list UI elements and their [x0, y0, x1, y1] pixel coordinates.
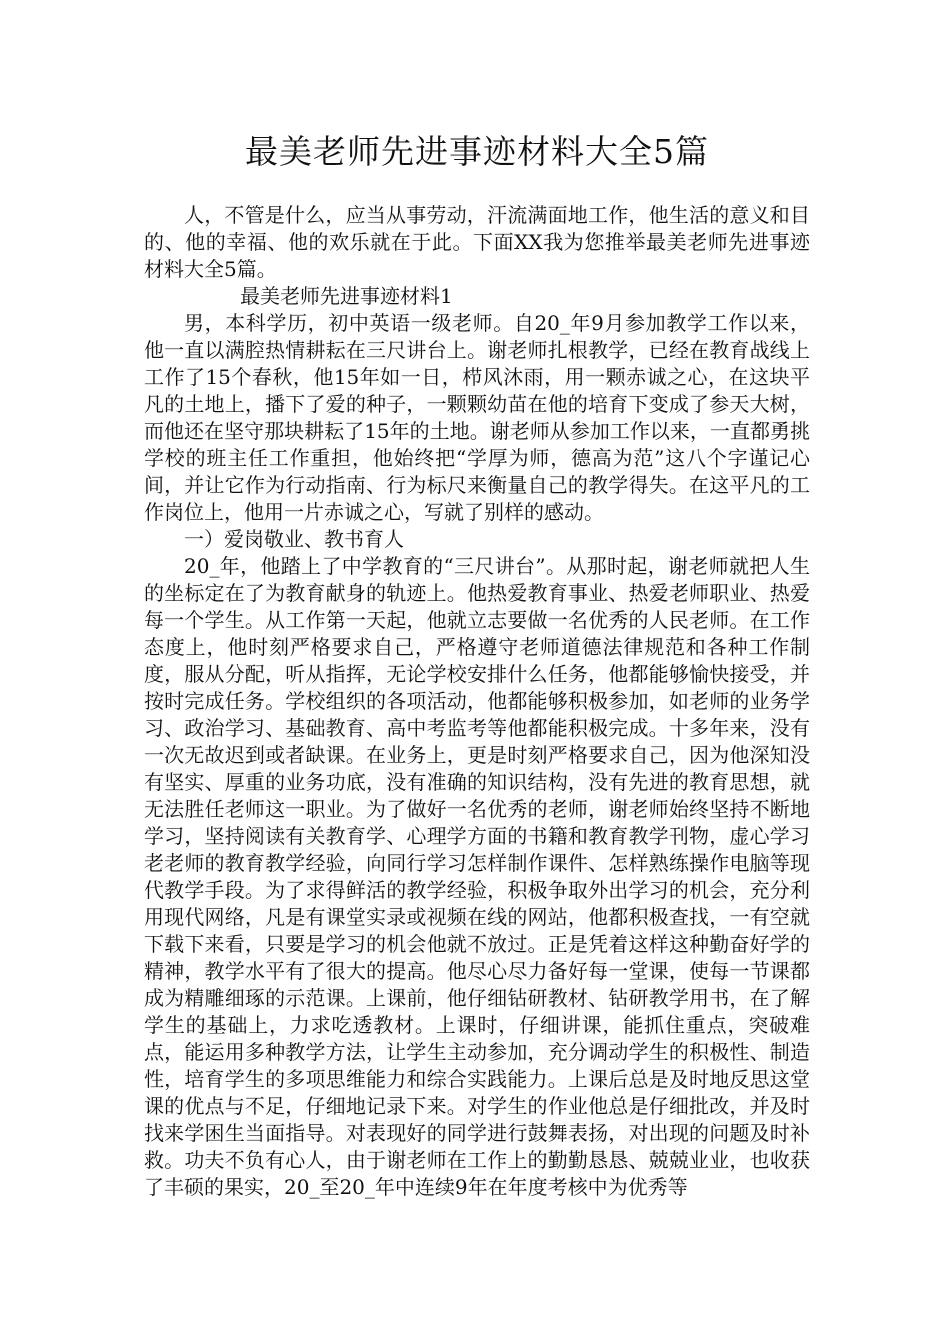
body-paragraph-1: 男，本科学历，初中英语一级老师。自20_年9月参加教学工作以来，他一直以满腔热情耕耘在三尺讲台上。谢老师扎根教学，已经在教育战线上工作了15个春秋，他15年如一日，栉风沐雨，用一颗赤诚之心，在这块平凡的土地上，播下了爱的种子，一颗颗幼苗在他的培育下变成了参天大树，而他还在坚守那块耕耘了15年的土地。谢老师从参加工作以来，一直都勇挑学校的班主任工作重担，他始终把“学厚为师，德高为范”这八个字谨记心间，并让它作为行动指南、行为标尺来衡量自己的教学得失。在这平凡的工作岗位上，他用一片赤诚之心，写就了别样的感动。 — [144, 311, 810, 524]
intro-paragraph: 人，不管是什么，应当从事劳动，汗流满面地工作，他生活的意义和目的、他的幸福、他的欢乐就在于此。下面XX我为您推举最美老师先进事迹材料大全5篇。 — [144, 203, 810, 281]
material-subtitle: 最美老师先进事迹材料1 — [240, 284, 453, 308]
section-heading-1: 一）爱岗敬业、教书育人 — [184, 527, 404, 551]
document-title: 最美老师先进事迹材料大全5篇 — [245, 132, 709, 171]
body-paragraph-2: 20_年，他踏上了中学教育的“三尺讲台”。从那时起，谢老师就把人生的坐标定在了为教育献身的轨迹上。他热爱教育事业、热爱老师职业、热爱每一个学生。从工作第一天起，他就立志要做一名优秀的人民老师。在工作态度上，他时刻严格要求自己，严格遵守老师道德法律规范和各种工作制度，服从分配，听从指挥，无论学校安排什么任务，他都能够愉快接受，并按时完成任务。学校组织的各项活动，他都能够积极参加，如老师的业务学习、政治学习、基础教育、高中考监考等他都能积极完成。十多年来，没有一次无故迟到或者缺课。在业务上，更是时刻严格要求自己，因为他深知没有坚实、厚重的业务功底，没有准确的知识结构，没有先进的教育思想，就无法胜任老师这一职业。为了做好一名优秀的老师，谢老师始终坚持不断地学习，坚持阅读有关教育学、心理学方面的书籍和教育教学刊物，虚心学习老老师的教育教学经验，向同行学习怎样制作课件、怎样熟练操作电脑等现代教学手段。为了求得鲜活的教学经验，积极争取外出学习的机会，充分利用现代网络，凡是有课堂实录或视频在线的网站，他都积极查找，一有空就下载下来看，只要是学习的机会他就不放过。正是凭着这样这种勤奋好学的精神，教学水平有了很大的提高。他尽心尽力备好每一堂课，使每一节课都成为精雕细琢的示范课。上课前，他仔细钻研教材、钻研教学用书，在了解学生的基础上，力求吃透教材。上课时，仔细讲课，能抓住重点，突破难点，能运用多种教学方法，让学生主动参加，充分调动学生的积极性、制造性，培育学生的多项思维能力和综合实践能力。上课后总是及时地反思这堂课的优点与不足，仔细地记录下来。对学生的作业他总是仔细批改，并及时找来学困生当面指导。对表现好的同学进行鼓舞表扬，对出现的问题及时补救。功夫不负有心人，由于谢老师在工作上的勤勤恳恳、兢兢业业，也收获了丰硕的果实，20_至20_年中连续9年在年度考核中为优秀等 — [144, 554, 810, 1199]
